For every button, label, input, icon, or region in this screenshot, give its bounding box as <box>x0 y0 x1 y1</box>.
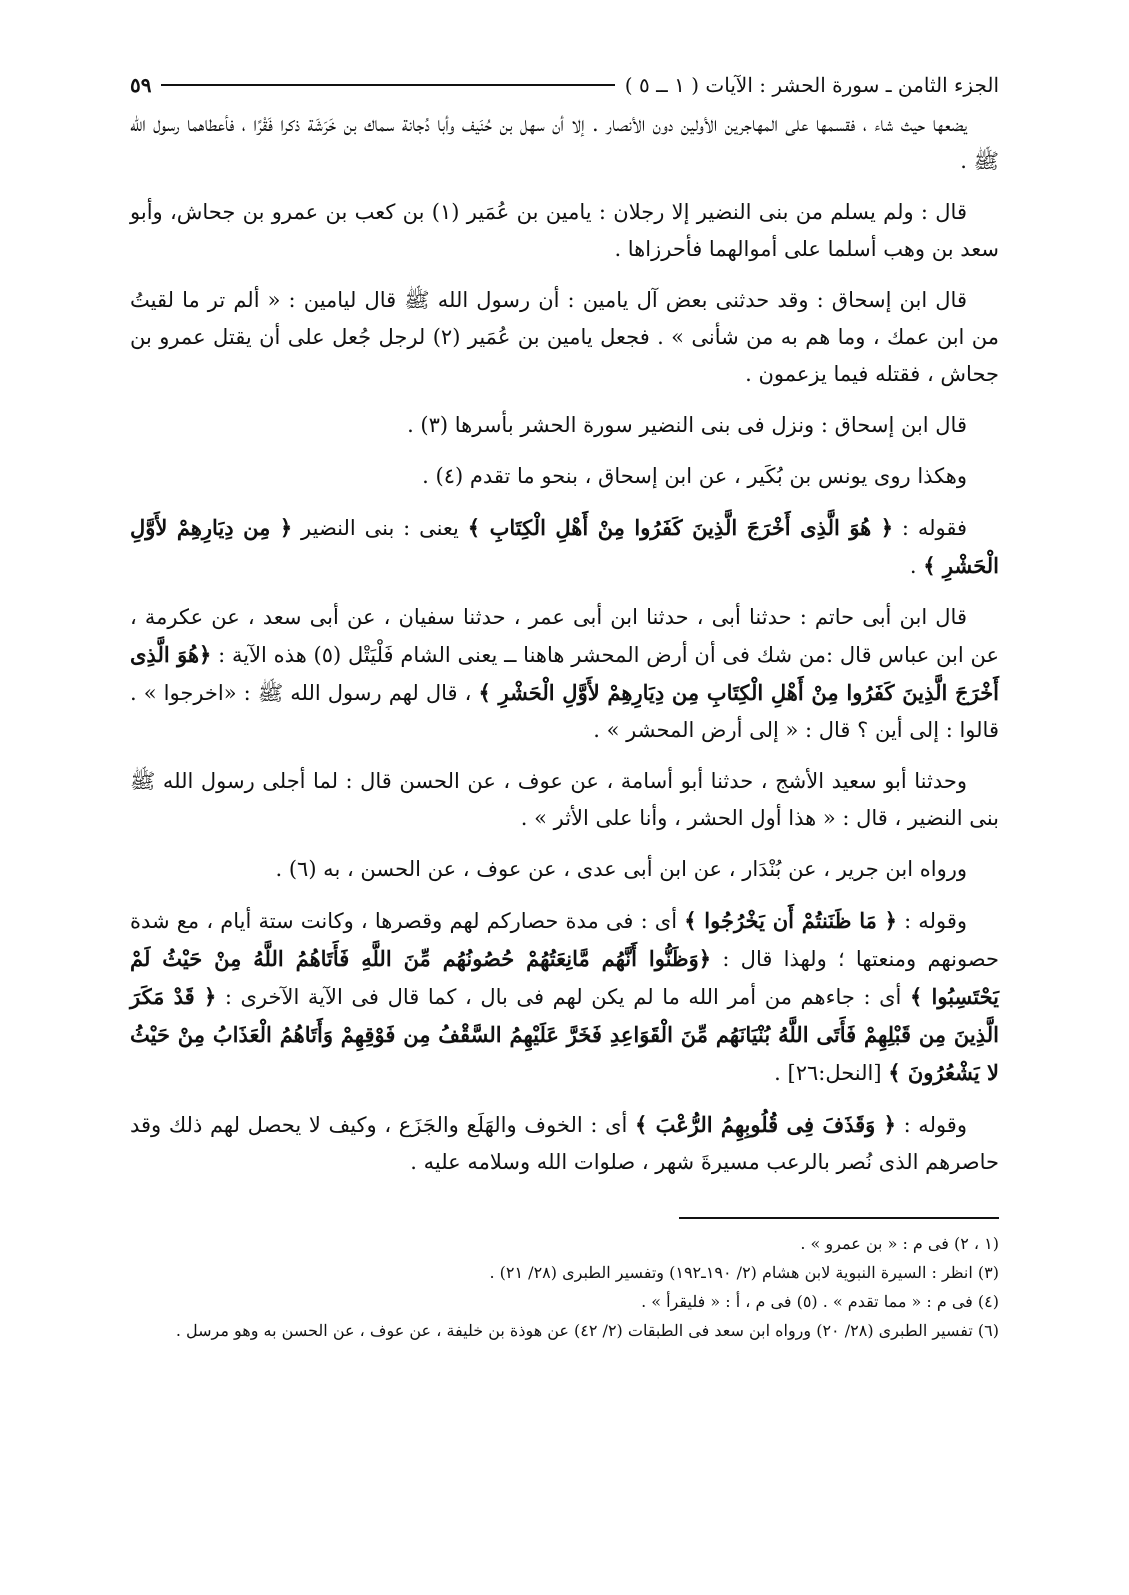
paragraph <box>130 194 999 268</box>
paragraph-text: قال ابن إسحاق : ونزل فى بنى النضير سورة الحشر بأسرها (٣) . <box>407 413 967 437</box>
paragraph-text: وقوله : <box>895 1113 967 1137</box>
paragraph <box>130 407 999 444</box>
paragraph-text: وحدثنا أبو سعيد الأشج ، حدثنا أبو أسامة ، عن عوف ، عن الحسن قال : لما أجلى رسول الله ﷺ بنى النضير ، قال : « هذا أول الحشر ، وأنا على الأثر » . <box>130 769 999 830</box>
paragraph-text: [النحل:٢٦] . <box>774 1061 889 1085</box>
paragraph-text: ، قال لهم رسول الله ﷺ : «اخرجوا » . قالوا : إلى أين ؟ قال : « إلى أرض المحشر » . <box>130 681 999 742</box>
running-header <box>130 70 999 100</box>
paragraph-text: أى : فى مدة حصاركم لهم وقصرها ، وكانت ستة أيام ، مع شدة حصونهم ومنعتها ؛ ولهذا قال : <box>130 909 999 971</box>
paragraph-text: قال ابن أبى حاتم : حدثنا أبى ، حدثنا ابن أبى عمر ، حدثنا سفيان ، عن أبى سعد ، عن عكرمة ، عن ابن عباس قال :من شك فى أن أرض المحشر هاهنا ــ يعنى الشام فَلْيَتْل (٥) هذه الآية : <box>130 605 1000 667</box>
paragraph <box>130 902 999 1092</box>
paragraph <box>130 599 999 749</box>
footnote-rule <box>679 1217 999 1219</box>
footnote: (٦) تفسير الطبرى (٢٨/ ٢٠) ورواه ابن سعد فى الطبقات (٢/ ٤٢) عن هوذة بن خليفة ، عن عوف ، عن الحسن به وهو مرسل . <box>175 1321 999 1340</box>
paragraph-text: . <box>909 554 924 578</box>
paragraph-text: وقوله : <box>896 909 967 933</box>
paragraph <box>130 763 999 837</box>
paragraph <box>130 106 999 180</box>
paragraph-text: وهكذا روى يونس بن بُكَير ، عن ابن إسحاق ، بنحو ما تقدم (٤) . <box>422 464 967 488</box>
paragraph <box>130 1106 999 1181</box>
footnote: (٤) فى م : « مما تقدم » . (٥) فى م ، أ : « فليقرأ » . <box>641 1292 999 1311</box>
quran-verse: ﴿هُوَ الَّذِى أَخْرَجَ الَّذِينَ كَفَرُوا مِنْ أَهْلِ الْكِتَابِ مِن دِيَارِهِمْ لأَوَّلِ الْحَشْرِ ﴾ <box>130 642 1000 705</box>
page-number: ٥٩ <box>130 73 152 97</box>
footnotes <box>130 1229 999 1345</box>
paragraph-text: يعنى : بنى النضير <box>292 516 468 540</box>
quran-verse: ﴿ قَدْ مَكَرَ الَّذِينَ مِن قَبْلِهِمْ فَأَتَى اللَّهُ بُنْيَانَهُم مِّنَ الْقَوَاعِدِ فَخَرَّ عَلَيْهِمُ السَّقْفُ مِن فَوْقِهِمْ وَأَتَاهُمُ الْعَذَابُ مِنْ حَيْثُ لا يَشْعُرُونَ ﴾ <box>130 984 999 1085</box>
paragraph-text: أى : جاءهم من أمر الله ما لم يكن لهم فى بال ، كما قال فى الآية الآخرى : <box>216 985 910 1009</box>
paragraph <box>130 458 999 495</box>
paragraph-text: قال : ولم يسلم من بنى النضير إلا رجلان : يامين بن عُمَير (١) بن كعب بن عمرو بن جحاش، وأبو سعد بن وهب أسلما على أموالهما فأحرزاها . <box>130 200 999 261</box>
paragraph-text: فقوله : <box>893 516 968 540</box>
footnote: (٣) انظر : السيرة النبوية لابن هشام (٢/ ١٩٠ـ١٩٢) وتفسير الطبرى (٢٨/ ٢١) . <box>489 1263 999 1282</box>
paragraph <box>130 282 999 393</box>
paragraph <box>130 851 999 888</box>
header-rule <box>161 84 614 86</box>
paragraph-text: يضعها حيث شاء ، فقسمها على المهاجرين الأولين دون الأنصار . إلا أن سهل بن حُنَيف وأبا دُجانة سماك بن خَرَشَة ذكرا فَقْرًا ، فأعطاهما رسول الله ﷺ . <box>130 112 999 173</box>
quran-verse: ﴿ وَقَذَفَ فِى قُلُوبِهِمُ الرُّعْبَ ﴾ <box>635 1112 896 1137</box>
quran-verse: ﴿ مِن دِيَارِهِمْ لأَوَّلِ الْحَشْرِ ﴾ <box>130 515 999 578</box>
paragraph-text: قال ابن إسحاق : وقد حدثنى بعض آل يامين : أن رسول الله ﷺ قال ليامين : « ألم تر ما لقيتُ من ابن عمك ، وما هم به من شأنى » . فجعل يامين بن عُمَير (٢) لرجل جُعل على أن يقتل عمرو بن جحاش ، فقتله فيما يزعمون . <box>130 288 999 386</box>
quran-verse: ﴿ هُوَ الَّذِى أَخْرَجَ الَّذِينَ كَفَرُوا مِنْ أَهْلِ الْكِتَابِ ﴾ <box>467 515 894 540</box>
paragraph-text: ورواه ابن جرير ، عن بُنْدَار ، عن ابن أبى عدى ، عن عوف ، عن الحسن ، به (٦) . <box>275 857 967 881</box>
footnote: (١ ، ٢) فى م : « بن عمرو » . <box>800 1234 999 1253</box>
running-title: الجزء الثامن ـ سورة الحشر : الآيات ( ١ ــ ٥ ) <box>624 73 999 97</box>
paragraph <box>130 509 999 585</box>
quran-verse: ﴿ مَا ظَنَنتُمْ أَن يَخْرُجُوا ﴾ <box>684 908 897 933</box>
paragraph-text: أى : الخوف والهَلَع والجَزَع ، وكيف لا يحصل لهم ذلك وقد حاصرهم الذى نُصر بالرعب مسيرةَ شهر ، صلوات الله وسلامه عليه . <box>130 1113 999 1174</box>
quran-verse: ﴿وَظَنُّوا أَنَّهُم مَّانِعَتُهُمْ حُصُونُهُم مِّنَ اللَّهِ فَأَتَاهُمُ اللَّهُ مِنْ حَيْثُ لَمْ يَحْتَسِبُوا ﴾ <box>130 946 1000 1009</box>
body-text <box>130 106 999 1181</box>
